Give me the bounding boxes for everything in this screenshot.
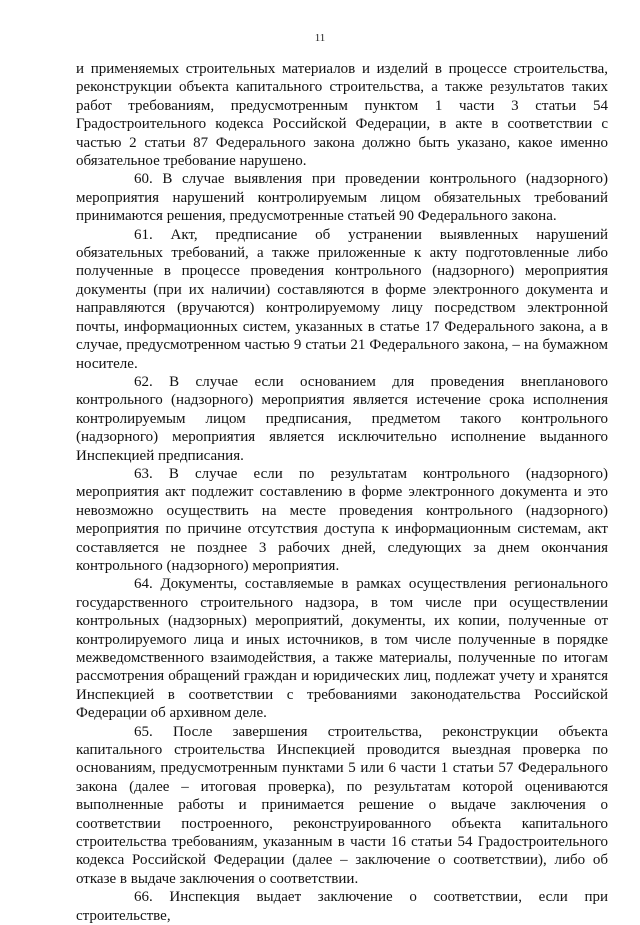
paragraph-continuation: и применяемых строительных материалов и изделий в процессе строительства, реконструкции объекта капитального строительства, а также результатов таких работ требованиям, предусмотренным пунктом 1 части 3 статьи 54 Градостроительного кодекса Российской Федерации, в акте в соответствии с частью 2 статьи 87 Федерального закона должно быть указано, какое именно обязательное требование нарушено. bbox=[76, 61, 608, 170]
document-body bbox=[76, 60, 608, 925]
paragraph-63: 63. В случае если по результатам контрольного (надзорного) мероприятия акт подлежит составлению в форме электронного документа и это невозможно осуществить на месте проведения контрольного (надзорного) мероприятия по причине отсутствия доступа к информационным системам, акт составляется не позднее 3 рабочих дней, следующих за днем окончания контрольного (надзорного) мероприятия. bbox=[76, 465, 608, 574]
paragraph-64: 64. Документы, составляемые в рамках осуществления регионального государственного строительного надзора, в том числе при осуществлении контрольных (надзорных) мероприятий, документы, их копии, полученные от контролируемого лица и иных источников, в том числе полученные в порядке межведомственного взаимодействия, а также материалы, полученные по итогам рассмотрения обращений граждан и юридических лиц, подлежат учету и хранятся Инспекцией в соответствии с требованиями законодательства Российской Федерации об архивном деле. bbox=[76, 576, 608, 722]
paragraph-62: 62. В случае если основанием для проведения внепланового контрольного (надзорного) мероприятия является истечение срока исполнения контролируемым лицом предписания, предметом такого контрольного (надзорного) мероприятия является исключительно исполнение выданного Инспекцией предписания. bbox=[76, 373, 608, 464]
page-number: 11 bbox=[314, 32, 326, 44]
paragraph-66: 66. Инспекция выдает заключение о соответствии, если при строительстве, bbox=[76, 889, 608, 924]
paragraph-61: 61. Акт, предписание об устранении выявленных нарушений обязательных требований, а также приложенные к акту подготовленные либо полученные в процессе проведения контрольного (надзорного) мероприятия документы (при их наличии) составляются в форме электронного документа и направляются (вручаются) контролируемому лицу посредством электронной почты, информационных систем, указанных в статье 17 Федерального закона, а в случае, предусмотренном частью 9 статьи 21 Федерального закона, – на бумажном носителе. bbox=[76, 226, 608, 372]
paragraph-60: 60. В случае выявления при проведении контрольного (надзорного) мероприятия нарушений контролируемым лицом обязательных требований принимаются решения, предусмотренные статьей 90 Федерального закона. bbox=[76, 171, 608, 225]
paragraph-65: 65. После завершения строительства, реконструкции объекта капитального строительства Инспекцией проводится выездная проверка по основаниям, предусмотренным пунктами 5 или 6 части 1 статьи 57 Федерального закона (далее – итоговая проверка), по результатам которой оцениваются выполненные работы и принимается решение о выдаче заключения о соответствии построенного, реконструированного объекта капитального строительства требованиям, указанным в части 16 статьи 54 Градостроительного кодекса Российской Федерации (далее – заключение о соответствии), либо об отказе в выдаче заключения о соответствии. bbox=[76, 723, 608, 887]
